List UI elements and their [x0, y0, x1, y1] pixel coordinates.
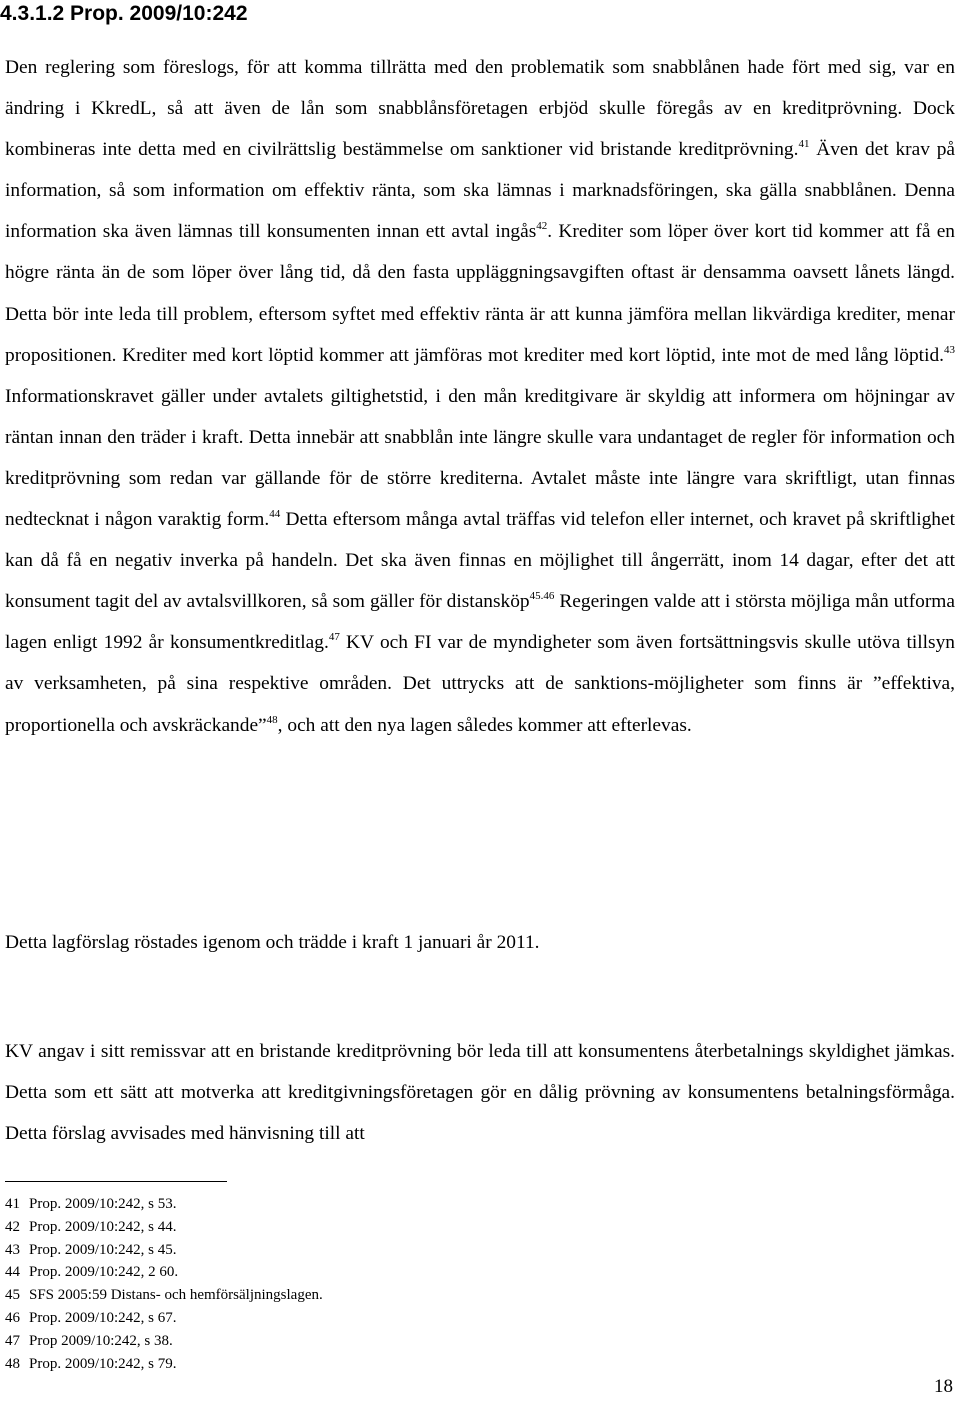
footnote-number: 41 [5, 1196, 20, 1212]
footnote-ref-43[interactable]: 43 [944, 343, 955, 356]
footnote-item [5, 1261, 323, 1284]
text-segment: , och att den nya lagen således kommer att efterlevas. [277, 714, 692, 736]
footnote-text: Prop. 2009/10:242, s 44. [29, 1218, 177, 1235]
footnote-separator [5, 1181, 227, 1182]
text-segment: Den reglering som föreslogs, för att komma tillrätta med den problematik som snabblånen hade fört med sig, var en ändring i KkredL, så att även de lån som snabblånsföretagen erbjöd skulle föregås av en kreditprövning. Dock kombineras inte detta med en civilrättslig bestämmelse om sanktioner vid bristande kreditprövning. [5, 57, 955, 161]
footnote-number: 42 [5, 1218, 20, 1235]
body-paragraph-2: Detta lagförslag röstades igenom och trädde i kraft 1 januari år 2011. [5, 932, 540, 953]
footnote-item [5, 1216, 323, 1239]
footnote-list [5, 1193, 323, 1375]
footnote-text: Prop. 2009/10:242, s 45. [29, 1241, 177, 1258]
footnote-ref-44[interactable]: 44 [269, 508, 281, 521]
footnote-item [5, 1239, 323, 1262]
footnote-text: SFS 2005:59 Distans- och hemförsäljningslagen. [29, 1287, 323, 1304]
footnote-item [5, 1307, 323, 1330]
footnote-text: Prop. 2009/10:242, 2 60. [29, 1264, 179, 1281]
footnote-item [5, 1330, 323, 1353]
footnote-ref-42[interactable]: 42 [536, 220, 548, 233]
text-segment: . Krediter som löper över kort tid kommer att få en högre ränta än de som löper över lång tid, då den fasta uppläggningsavgiften oftast är densamma oavsett lånets längd. Detta bör inte leda till problem, eftersom syftet med effektiv ränta är att kunna jämföra mellan likvärdiga krediter, menar propositionen. Krediter med kort löptid kommer att jämföras mot krediter med kort löptid, inte mot de med lång löptid. [5, 221, 956, 366]
footnote-text: Prop. 2009/10:242, s 67. [29, 1309, 177, 1326]
text-segment: KV och FI var de myndigheter som även fortsättningsvis skulle utöva tillsyn av verksamheten, på sina respektive områden. Det uttrycks att de sanktions-möjligheter som finns är ”effektiva, proportionella och avskräckande” [5, 632, 955, 736]
footnote-ref-45-46[interactable]: 45.46 [529, 590, 555, 603]
footnote-number: 46 [5, 1309, 20, 1326]
text-segment: Detta eftersom många avtal träffas vid telefon eller internet, och kravet på skriftlighet kan då få en negativ inverka på handeln. Det ska även finnas en möjlighet till ångerrätt, inom 14 dagar, efter det att konsument tagit del av avtalsvillkoren, så som gäller för distansköp [5, 509, 955, 613]
text-segment: Även det krav på information, så som information om effektiv ränta, som ska lämnas i marknadsföringen, ska gälla snabblånen. Denna information ska även lämnas till konsumenten innan ett avtal ingås [5, 139, 955, 243]
footnote-number: 47 [5, 1332, 20, 1349]
footnote-number: 48 [5, 1355, 20, 1372]
section-heading: 4.3.1.2 Prop. 2009/10:242 [0, 2, 248, 25]
footnote-item [5, 1193, 323, 1216]
footnote-number: 43 [5, 1241, 20, 1258]
body-paragraph-3: KV angav i sitt remissvar att en bristande kreditprövning bör leda till att konsumentens återbetalnings skyldighet jämkas. Detta som ett sätt att motverka att kreditgivningsföretagen gör en dålig prövning av konsumentens betalningsförmåga. Detta förslag avvisades med hänvisning till att [5, 1041, 955, 1145]
body-paragraph-1 [5, 47, 955, 746]
footnote-ref-47[interactable]: 47 [328, 631, 340, 644]
footnote-ref-48[interactable]: 48 [266, 713, 278, 726]
footnote-text: Prop. 2009/10:242, s 79. [29, 1355, 177, 1372]
footnote-text: Prop 2009/10:242, s 38. [29, 1332, 173, 1349]
page-number: 18 [934, 1376, 953, 1397]
footnote-ref-41[interactable]: 41 [798, 138, 810, 151]
footnote-item [5, 1284, 323, 1307]
footnote-number: 45 [5, 1287, 20, 1304]
text-segment: Regeringen valde att i största möjliga mån utforma lagen enligt 1992 år konsumentkreditlag. [5, 591, 955, 654]
footnote-text: Prop. 2009/10:242, s 53. [29, 1196, 177, 1212]
footnote-item [5, 1353, 323, 1376]
text-segment: Informationskravet gäller under avtalets giltighetstid, i den mån kreditgivare är skyldig att informera om höjningar av räntan innan den träder i kraft. Detta innebär att snabblån inte längre skulle vara undantaget de regler för information och kreditprövning som redan var gällande för de större krediterna. Avtalet måste inte längre vara skriftligt, utan finnas nedtecknat i någon varaktig form. [5, 385, 955, 531]
footnote-number: 44 [5, 1264, 20, 1281]
